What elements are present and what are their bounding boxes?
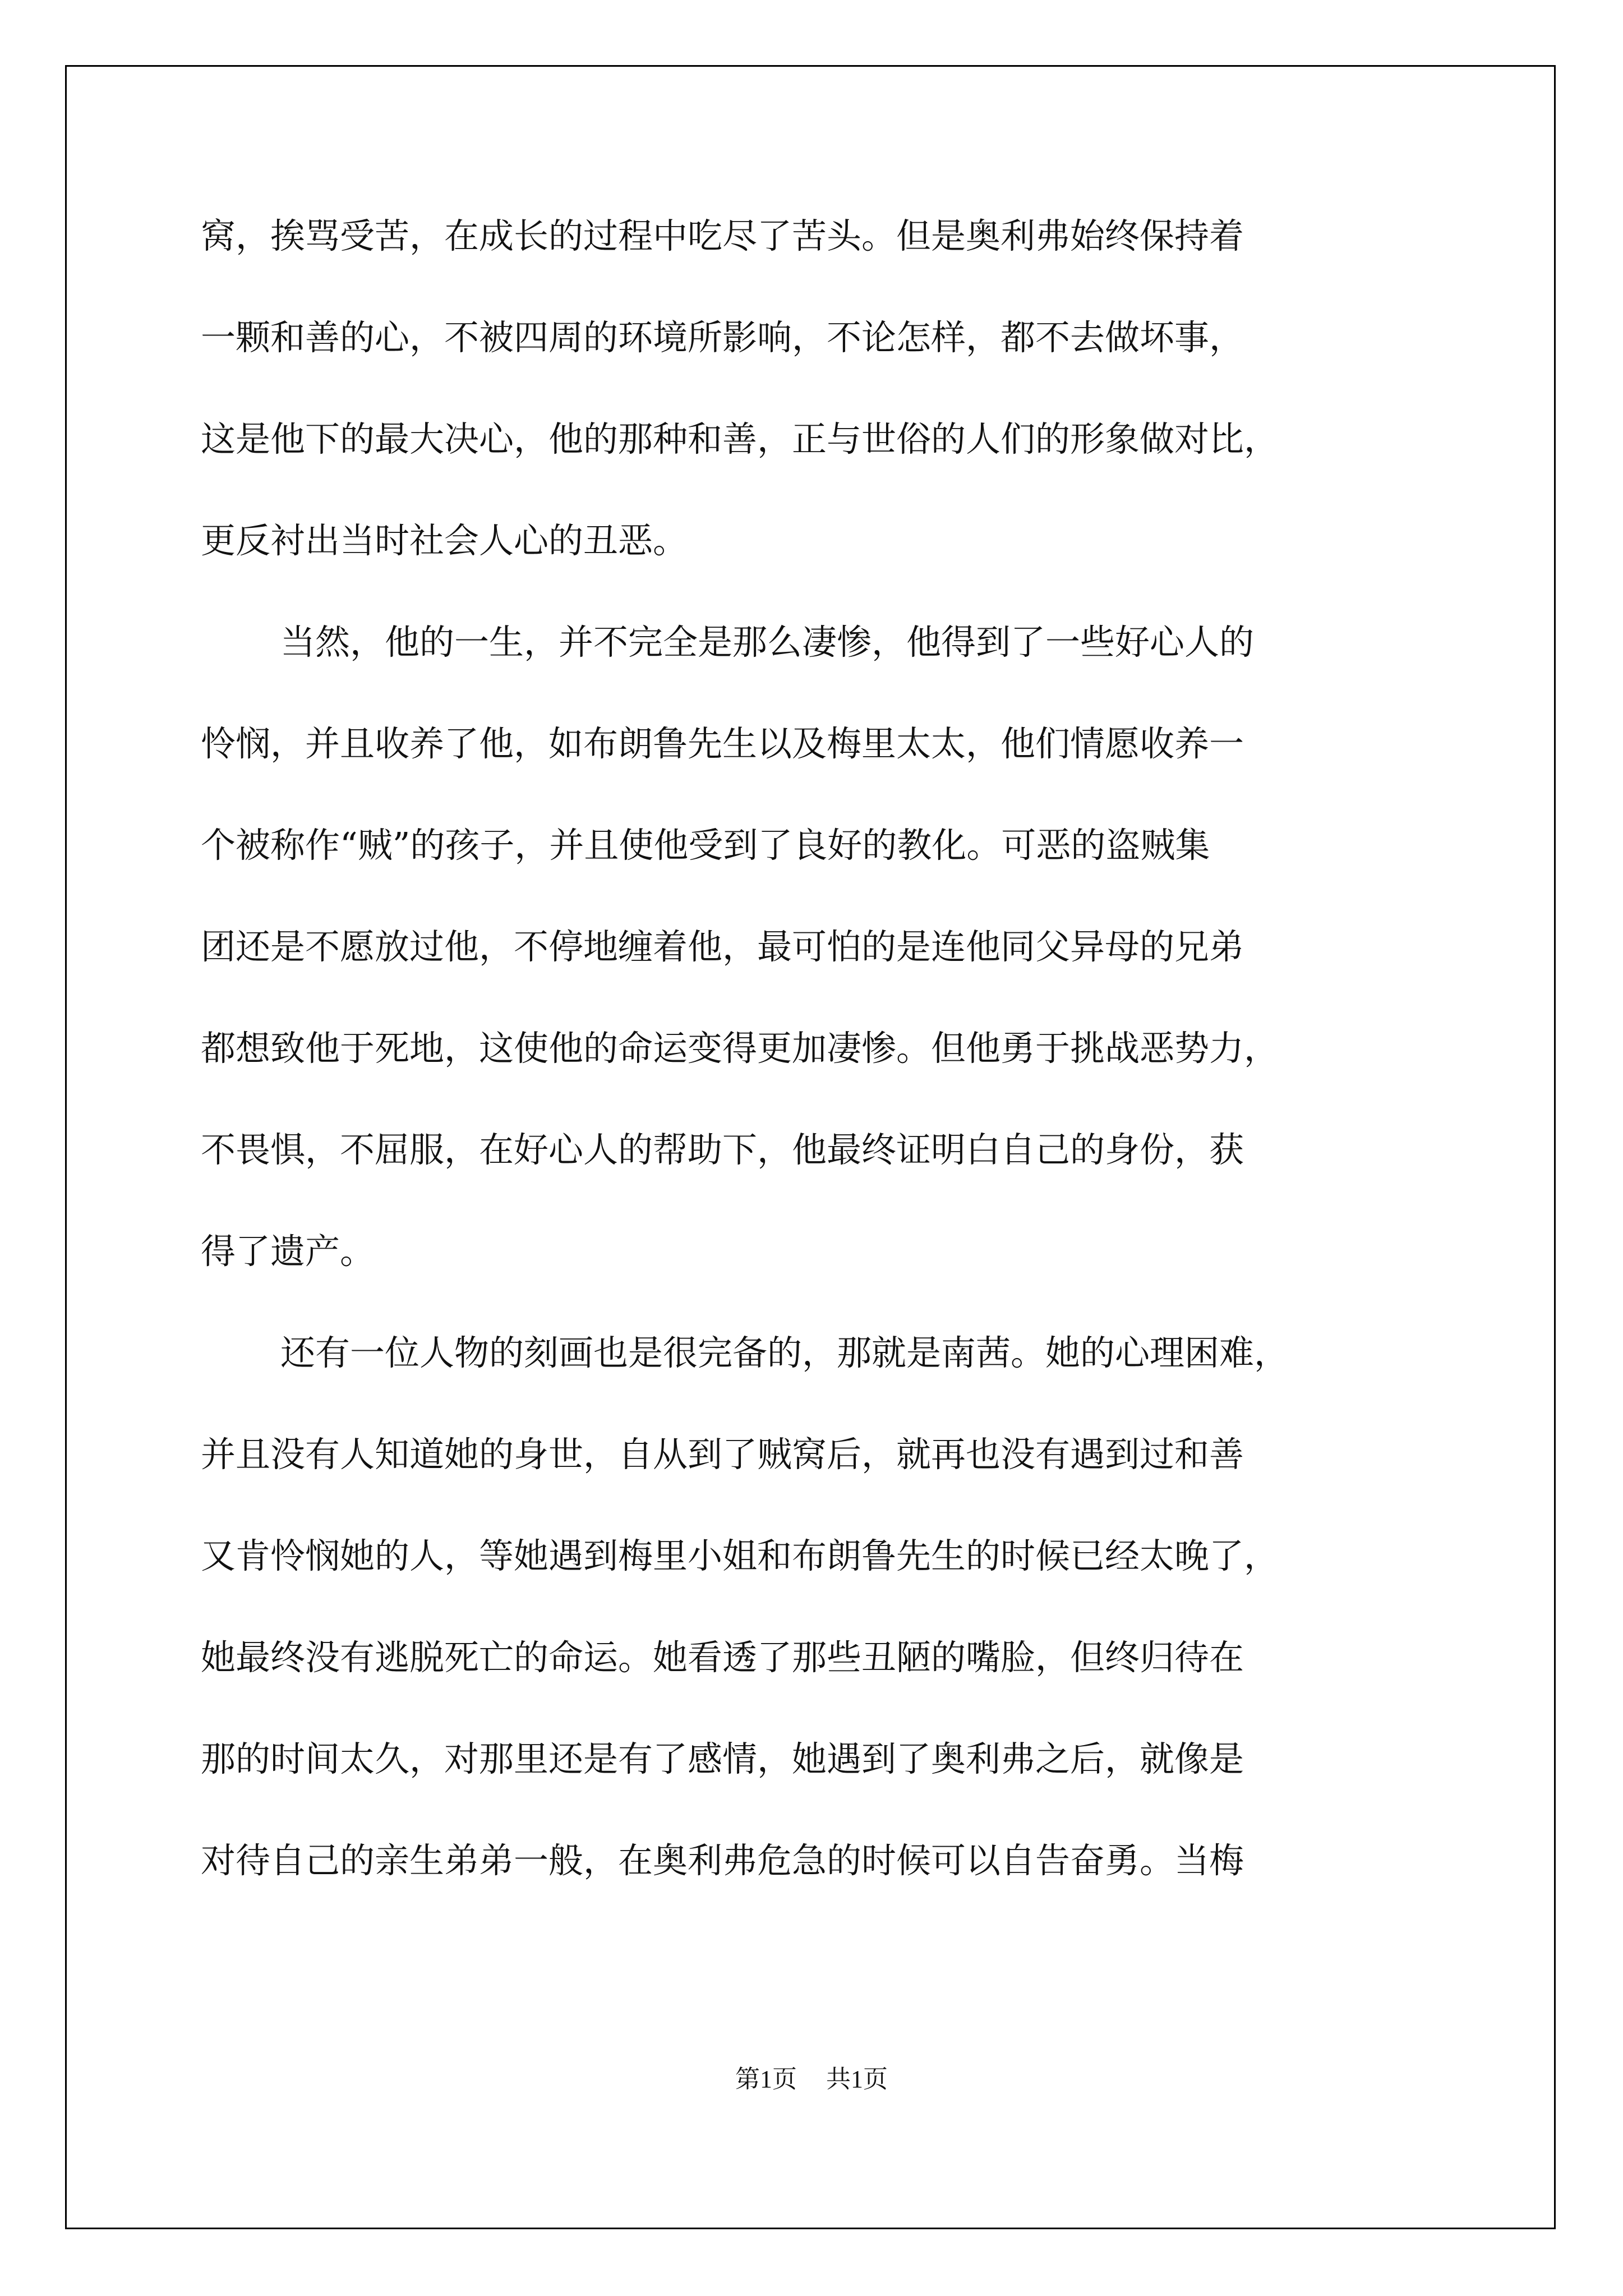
text-line: 个被称作“贼”的孩子，并且使他受到了良好的教化。可恶的盗贼集 — [201, 825, 1210, 866]
text-line: 她最终没有逃脱死亡的命运。她看透了那些丑陋的嘴脸，但终归待在 — [201, 1637, 1244, 1678]
text-line: 对待自己的亲生弟弟一般，在奥利弗危急的时候可以自告奋勇。当梅 — [201, 1840, 1244, 1881]
text-line: 一颗和善的心，不被四周的环境所影响，不论怎样，都不去做坏事， — [201, 317, 1244, 358]
text-line: 还有一位人物的刻画也是很完备的，那就是南茜。她的心理困难， — [280, 1332, 1289, 1373]
text-line: 并且没有人知道她的身世，自从到了贼窝后，就再也没有遇到过和善 — [201, 1434, 1244, 1475]
text-line: 更反衬出当时社会人心的丑恶。 — [201, 520, 688, 561]
text-line: 不畏惧，不屈服，在好心人的帮助下，他最终证明白自己的身份，获 — [201, 1129, 1244, 1170]
text-line: 那的时间太久，对那里还是有了感情，她遇到了奥利弗之后，就像是 — [201, 1738, 1244, 1779]
text-line: 都想致他于死地，这使他的命运变得更加凄惨。但他勇于挑战恶势力， — [201, 1028, 1279, 1069]
page-total: 共1页 — [826, 2065, 888, 2093]
page-footer — [0, 2059, 1623, 2095]
document-body — [201, 217, 1423, 1943]
text-line: 当然，他的一生，并不完全是那么凄惨，他得到了一些好心人的 — [280, 622, 1255, 662]
text-line: 团还是不愿放过他，不停地缠着他，最可怕的是连他同父异母的兄弟 — [201, 926, 1244, 967]
text-line: 又肯怜悯她的人，等她遇到梅里小姐和布朗鲁先生的时候已经太晚了， — [201, 1535, 1279, 1576]
text-line: 窝，挨骂受苦，在成长的过程中吃尽了苦头。但是奥利弗始终保持着 — [201, 215, 1244, 256]
text-line: 得了遗产。 — [201, 1231, 375, 1272]
text-line: 这是他下的最大决心，他的那种和善，正与世俗的人们的形象做对比， — [201, 418, 1279, 459]
page-number: 第1页 — [735, 2065, 797, 2093]
text-line: 怜悯，并且收养了他，如布朗鲁先生以及梅里太太，他们情愿收养一 — [201, 723, 1244, 764]
